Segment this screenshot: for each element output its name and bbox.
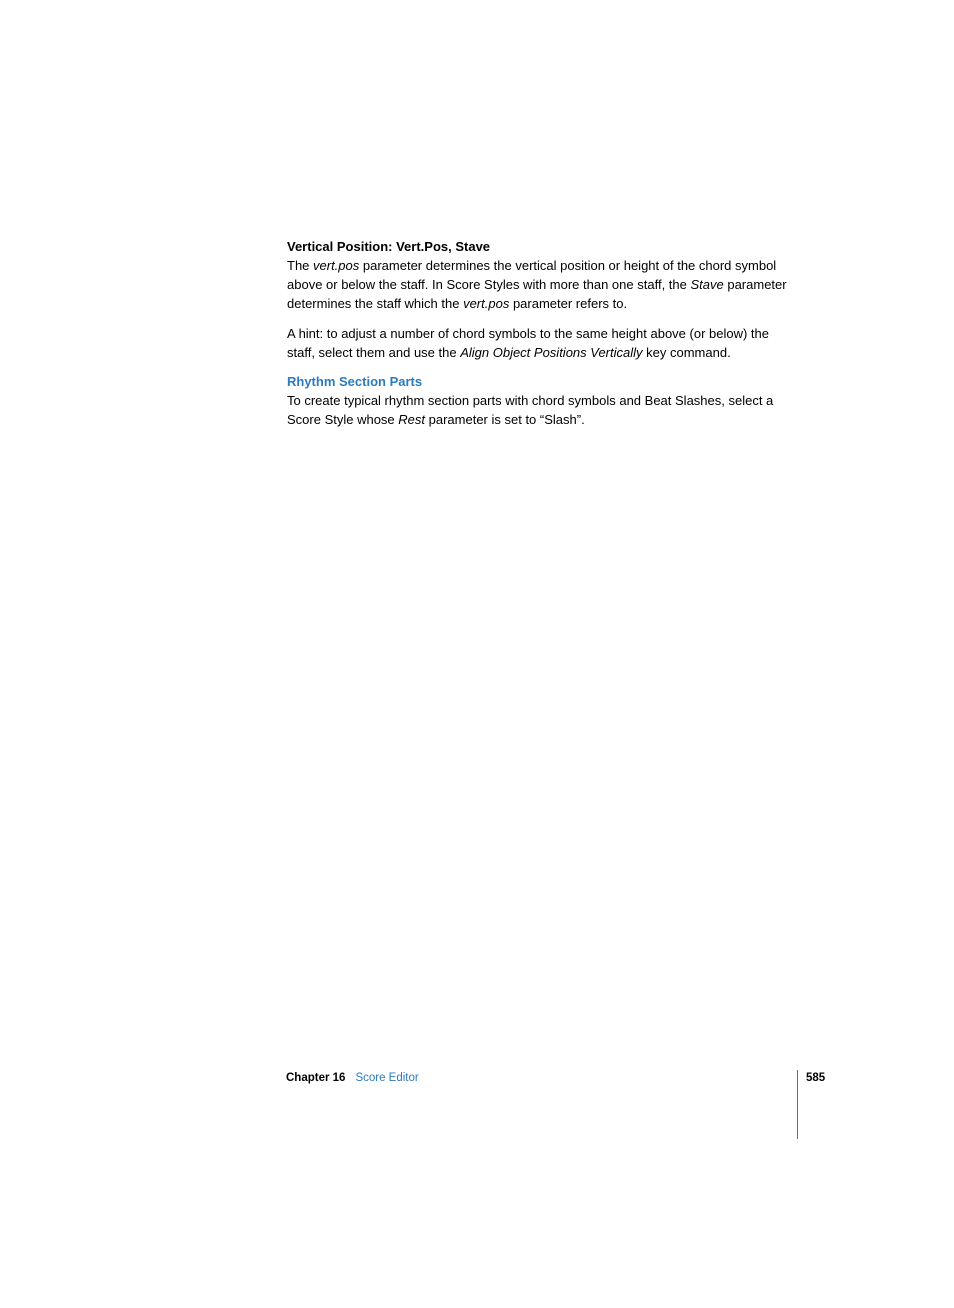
page-body xyxy=(287,238,793,429)
page-footer xyxy=(286,1070,419,1086)
chapter-title: Score Editor xyxy=(355,1072,419,1084)
hint-paragraph: A hint: to adjust a number of chord symbols to the same height above (or below) the staff, select them and use the Align Object Positions Vertically key command. xyxy=(287,326,769,360)
vertical-position-heading: Vertical Position: Vert.Pos, Stave xyxy=(287,239,491,254)
vertical-position-paragraph: The vert.pos parameter determines the vertical position or height of the chord symbol above or below the staff. In Score Styles with more than one staff, the Stave parameter determines the staff which the vert.pos parameter refers to. xyxy=(287,258,787,311)
rhythm-section-heading: Rhythm Section Parts xyxy=(287,374,423,389)
chapter-label: Chapter 16 xyxy=(286,1072,346,1084)
rhythm-section-paragraph: To create typical rhythm section parts with chord symbols and Beat Slashes, select a Score Style whose Rest parameter is set to “Slash”. xyxy=(287,393,774,427)
footer-divider xyxy=(797,1070,798,1139)
page-number: 585 xyxy=(806,1072,826,1084)
